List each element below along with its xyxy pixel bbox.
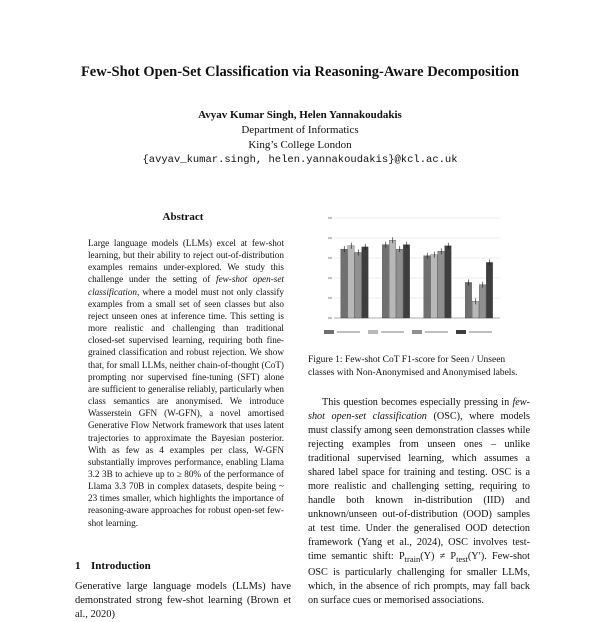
bar — [438, 251, 444, 318]
bar — [382, 245, 388, 318]
abstract-part-1: Large language models (LLMs) excel at few-shot learning, but their ability to reject out-of-distribution examples remains under-explored. We study this challenge under the setting of — [88, 238, 284, 285]
abstract-part-2: , where a model must not only classify examples from a small set of seen classes but also reject unseen ones at inference time. This setting is more realistic and challenging than traditional closed-set supervised learning, requiring both fine-grained classification and robust rejection. We show that, for small LLMs, neither chain-of-thought (CoT) prompting nor supervised fine-tuning (SFT) alone are sufficient to generalise reliably, particularly when class semantics are anonymised. We introduce Wasserstein GFN (W-GFN), a novel amortised Generative Flow Network framework that uses latent trajectories to approximate the Bayesian posterior. With as few as 4 examples per class, W-GFN substantially improves performance, enabling Llama 3.2 3B to achieve up to ≥ 80% of the performance of Llama 3.3 70B in complex datasets, despite being ~ 23 times smaller, which highlights the importance of reasoning-aware approaches for robust open-set few-shot learning. — [88, 286, 284, 528]
section-heading-introduction — [75, 560, 151, 572]
abstract-emphasis: few-shot open-set classification — [88, 274, 284, 297]
right-part-2: (OSC), where models must classify among seen demonstration classes while rejecting examples from unseen ones – unlike traditional supervised learning, which assumes a shared label space for training and testing. OSC is a more realistic and challenging setting, requiring to handle both known in-distribution (IID) and unknown/unseen out-of-distribution (OOD) samples at test time. Under the generalised OOD detection framework (Yang et al., 2024), OSC involves test-time semantic shift: P — [308, 411, 530, 562]
bar — [341, 249, 347, 318]
bar — [486, 262, 492, 318]
right-emphasis: few-shot open-set classification — [308, 397, 530, 422]
right-part-6: (Y′). Few-shot OSC is particularly challenging for smaller LLMs, which, in the absence of rich prompts, may fall back on surface cues or memorised associations. — [308, 551, 530, 607]
bar — [362, 247, 368, 318]
section-title: Introduction — [91, 560, 151, 572]
legend-swatch — [412, 330, 422, 334]
legend-swatch — [324, 330, 334, 334]
bar — [396, 249, 402, 318]
bar — [389, 240, 395, 318]
author-institution: King’s College London — [248, 139, 352, 151]
author-block — [0, 108, 600, 168]
legend-swatch — [456, 330, 466, 334]
author-department: Department of Informatics — [241, 124, 359, 136]
legend-swatch — [368, 330, 378, 334]
bar — [479, 285, 485, 318]
abstract-text — [88, 237, 284, 529]
right-part-4: (Y) ≠ P — [420, 551, 457, 562]
right-column-text — [308, 396, 530, 608]
bar — [465, 282, 471, 318]
sub-test: test — [456, 554, 468, 565]
bar — [424, 256, 430, 318]
paper-title: Few-Shot Open-Set Classification via Reasoning-Aware Decomposition — [80, 64, 520, 80]
introduction-text: Generative large language models (LLMs) have demonstrated strong few-shot learning (Brown et al., 2020) — [75, 581, 291, 620]
figure-1-chart — [308, 210, 508, 340]
bar — [431, 255, 437, 318]
author-names: Avyav Kumar Singh, Helen Yannakoudakis — [198, 109, 402, 121]
bar — [348, 246, 354, 318]
right-part-1: This question becomes especially pressing in — [322, 397, 513, 408]
figure-1-caption: Figure 1: Few-shot CoT F1-score for Seen / Unseen classes with Non-Anonymised and Anonymised labels. — [308, 355, 518, 378]
sub-train: train — [404, 554, 421, 565]
author-email[interactable]: {avyav_kumar.singh, helen.yannakoudakis}@kcl.ac.uk — [142, 154, 458, 166]
bar — [403, 245, 409, 318]
bar — [355, 252, 361, 318]
abstract-heading: Abstract — [162, 211, 204, 223]
section-number: 1 — [75, 560, 81, 572]
bar — [445, 246, 451, 318]
